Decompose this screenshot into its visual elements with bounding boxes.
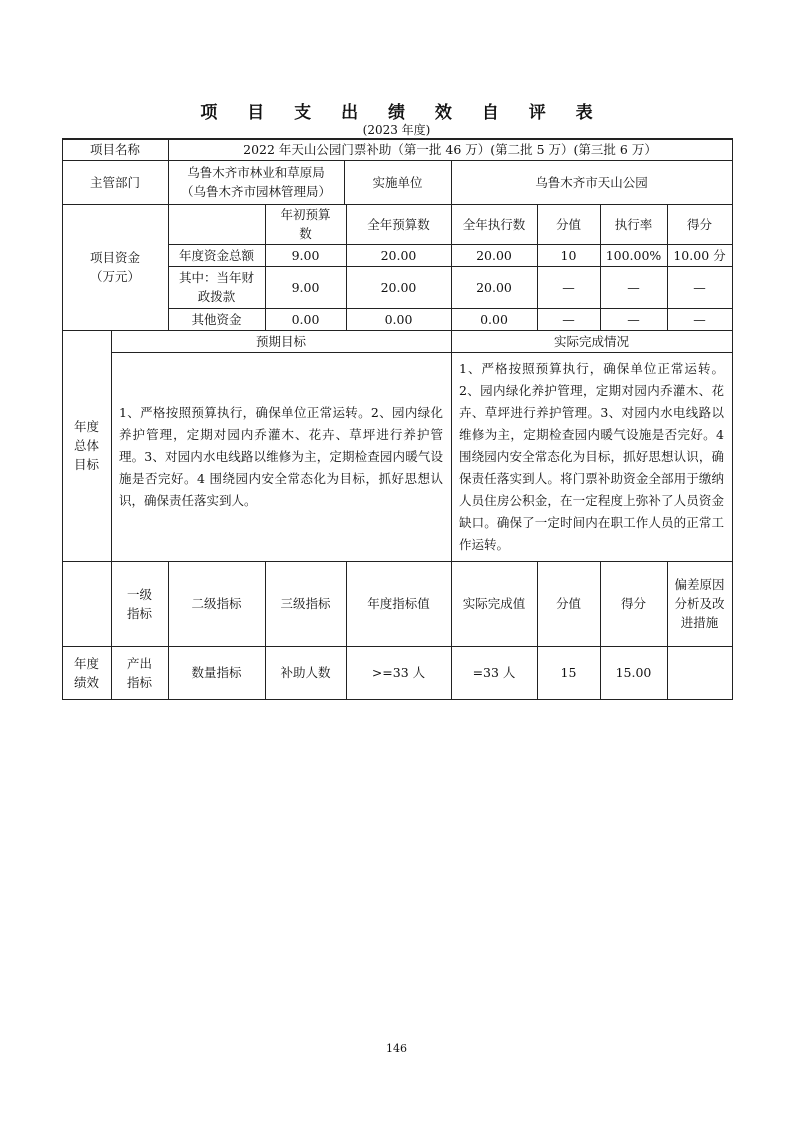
perf-header: 二级指标	[191, 596, 242, 611]
funds-row-label: 年度资金总额	[178, 247, 254, 263]
table-border-left	[62, 138, 63, 700]
funds-header: 全年执行数	[462, 216, 526, 232]
funds-cell: —	[627, 311, 640, 327]
funds-cell: 0.00	[384, 311, 413, 327]
funds-cell: —	[562, 279, 575, 295]
grid-line	[346, 561, 347, 700]
grid-line	[600, 204, 601, 330]
actual-result-text: 1、严格按照预算执行，确保单位正常运转。2、园内绿化养护管理，定期对园内乔灌木、花卉、草坪进行养护管理。3、对园内水电线路以维修为主，定期检查园内暖气设施是否完好。4 围绕园内安全常态化为目标，抓好思想认识，确保责任落实到人。将门票补助资金全部用于缴纳人员住房公积金，在一定程度上弥补了人员资金缺口。确保了一定时间内在职工作人员的正常工作运转。	[459, 360, 724, 552]
funds-header: 全年预算数	[367, 216, 430, 232]
grid-line	[451, 561, 452, 700]
goals-label: 年度总体目标	[73, 419, 99, 472]
table-border-bottom	[62, 699, 733, 700]
grid-line	[62, 646, 733, 647]
impl-value: 乌鲁木齐市天山公园	[535, 174, 648, 190]
grid-line	[62, 204, 733, 205]
perf-label: 年度绩效	[73, 655, 99, 690]
perf-header: 年度指标值	[367, 596, 430, 611]
perf-cell: 产出指标	[126, 655, 152, 690]
funds-label: 项目资金（万元）	[89, 250, 140, 284]
grid-line	[168, 138, 169, 330]
grid-line	[111, 352, 733, 353]
grid-line	[667, 204, 668, 330]
grid-line	[346, 204, 347, 330]
grid-line	[667, 561, 668, 700]
perf-cell: 补助人数	[280, 665, 331, 680]
grid-line	[537, 204, 538, 330]
funds-cell: —	[693, 311, 706, 327]
grid-line	[265, 561, 266, 700]
grid-line	[451, 160, 452, 204]
perf-header: 偏差原因分析及改进措施	[674, 577, 725, 630]
table-border-right	[732, 138, 733, 700]
funds-cell: 20.00	[380, 279, 417, 295]
funds-header: 年初预算数	[280, 207, 331, 241]
grid-line	[111, 330, 112, 700]
funds-cell: 10	[560, 247, 577, 263]
perf-cell: 数量指标	[191, 665, 242, 680]
funds-cell: 100.00%	[605, 247, 662, 263]
grid-line	[265, 204, 266, 330]
perf-header: 分值	[555, 596, 581, 611]
funds-cell: 20.00	[380, 247, 417, 263]
funds-header: 得分	[686, 216, 712, 232]
funds-header: 执行率	[614, 216, 653, 232]
funds-cell: 20.00	[476, 279, 512, 295]
page-title: 项 目 支 出 绩 效 自 评 表	[200, 103, 605, 123]
funds-cell: 10.00 分	[673, 247, 726, 263]
perf-cell	[667, 646, 732, 699]
funds-cell: 9.00	[291, 279, 320, 295]
table-border-top	[62, 138, 733, 140]
expected-goal-text: 1、严格按照预算执行，确保单位正常运转。2、园内绿化养护管理，定期对园内乔灌木、花卉、草坪进行养护管理。3、对园内水电线路以维修为主，定期检查园内暖气设施是否完好。4 围绕园内安全常态化为目标，抓好思想认识，确保责任落实到人。	[119, 404, 443, 508]
report-year: (2023 年度)	[362, 123, 431, 137]
project-name-label: 项目名称	[89, 141, 140, 157]
funds-cell: —	[627, 279, 640, 295]
grid-line	[451, 204, 452, 330]
grid-line	[344, 160, 345, 204]
page-number: 146	[386, 1042, 407, 1055]
grid-line	[600, 561, 601, 700]
grid-line	[62, 160, 733, 161]
dept-value: 乌鲁木齐市林业和草原局（乌鲁木齐市园林管理局）	[180, 165, 331, 199]
perf-header: 一级指标	[126, 586, 152, 621]
funds-cell: —	[693, 279, 706, 295]
grid-line	[537, 561, 538, 700]
perf-cell: 15	[560, 665, 577, 680]
grid-line	[451, 330, 452, 561]
funds-row-label: 其他资金	[191, 311, 242, 327]
project-name-value: 2022 年天山公园门票补助（第一批 46 万）(第二批 5 万）(第三批 6 万）	[243, 141, 657, 157]
funds-header: 分值	[555, 216, 581, 232]
dept-label: 主管部门	[89, 174, 140, 190]
perf-header: 得分	[620, 596, 646, 611]
funds-cell: 9.00	[291, 247, 320, 263]
perf-cell: >=33 人	[371, 665, 426, 680]
perf-cell: 15.00	[615, 665, 652, 680]
expected-goal-header: 预期目标	[255, 333, 306, 349]
funds-row-label: 其中：当年财政拨款	[178, 270, 254, 304]
actual-result-header: 实际完成情况	[553, 333, 629, 349]
impl-label: 实施单位	[372, 174, 423, 190]
funds-cell: 0.00	[480, 311, 508, 327]
perf-header: 三级指标	[280, 596, 331, 611]
perf-cell: =33 人	[472, 665, 516, 680]
grid-line	[168, 561, 169, 700]
funds-cell: —	[562, 311, 575, 327]
grid-line	[62, 330, 733, 331]
grid-line	[62, 561, 733, 562]
perf-header: 实际完成值	[462, 596, 526, 611]
funds-cell: 0.00	[291, 311, 320, 327]
funds-cell: 20.00	[476, 247, 512, 263]
